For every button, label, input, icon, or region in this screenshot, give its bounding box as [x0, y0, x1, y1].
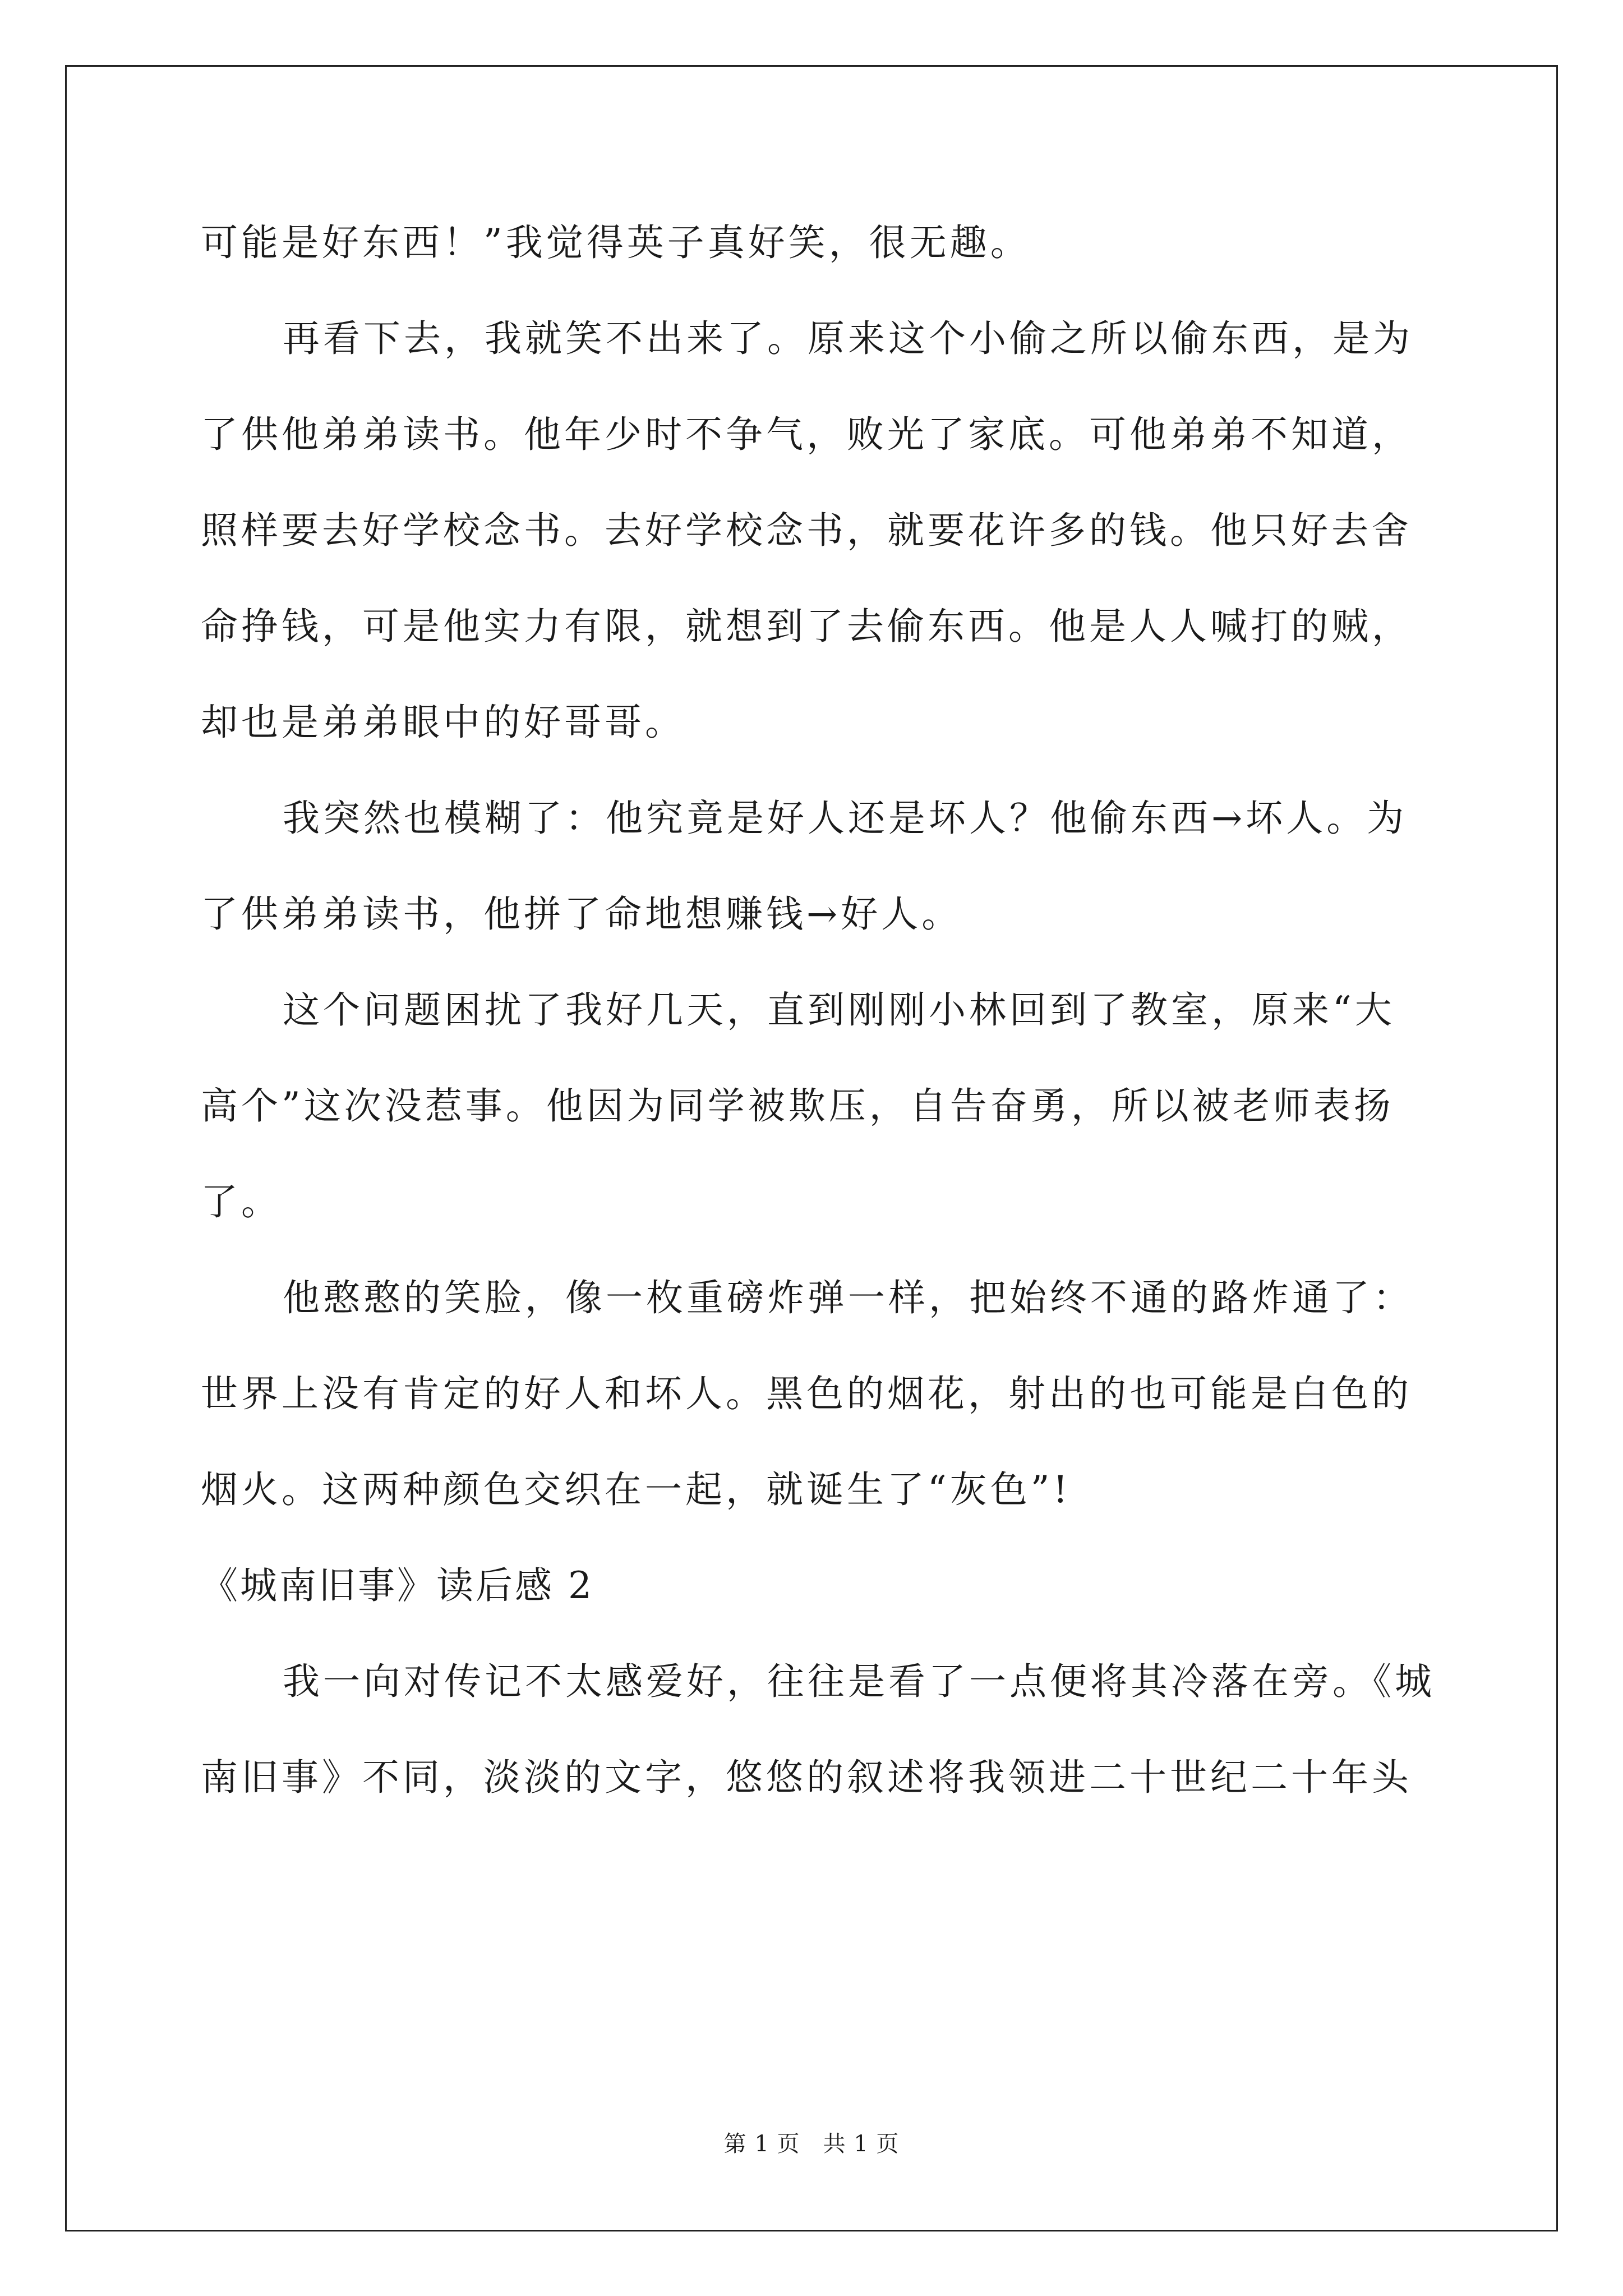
text-line: 高个”这次没惹事。他因为同学被欺压，自告奋勇，所以被老师表扬	[201, 1084, 1394, 1128]
text-line: 命挣钱，可是他实力有限，就想到了去偷东西。他是人人喊打的贼，	[201, 605, 1412, 648]
paragraph-start-line: 我突然也模糊了：他究竟是好人还是坏人？他偷东西→坏人。为	[283, 797, 1408, 840]
paragraph-start-line: 再看下去，我就笑不出来了。原来这个小偷之所以偷东西，是为	[283, 317, 1413, 360]
paragraph-start-line: 这个问题困扰了我好几天，直到刚刚小林回到了教室，原来“大	[283, 988, 1395, 1032]
text-line: 了供他弟弟读书。他年少时不争气，败光了家底。可他弟弟不知道，	[201, 413, 1412, 456]
paragraph-start-line: 他憨憨的笑脸，像一枚重磅炸弹一样，把始终不通的路炸通了：	[283, 1276, 1413, 1319]
text-line: 南旧事》不同，淡淡的文字，悠悠的叙述将我领进二十世纪二十年头	[201, 1756, 1412, 1799]
text-line: 却也是弟弟眼中的好哥哥。	[201, 701, 685, 744]
section-heading: 《城南旧事》读后感 2	[201, 1564, 594, 1607]
text-line: 照样要去好学校念书。去好学校念书，就要花许多的钱。他只好去舍	[201, 509, 1412, 552]
text-line: 了。	[201, 1180, 282, 1223]
text-line: 可能是好东西！”我觉得英子真好笑，很无趣。	[201, 221, 1031, 264]
paragraph-start-line: 我一向对传记不太感爱好，往往是看了一点便将其冷落在旁。《城	[283, 1660, 1435, 1703]
text-line: 世界上没有肯定的好人和坏人。黑色的烟花，射出的也可能是白色的	[201, 1372, 1412, 1415]
page-border	[65, 65, 1558, 2231]
text-line: 烟火。这两种颜色交织在一起，就诞生了“灰色”!	[201, 1468, 1072, 1511]
page-footer: 第 1 页 共 1 页	[723, 2131, 900, 2157]
text-line: 了供弟弟读书，他拼了命地想赚钱→好人。	[201, 892, 962, 936]
